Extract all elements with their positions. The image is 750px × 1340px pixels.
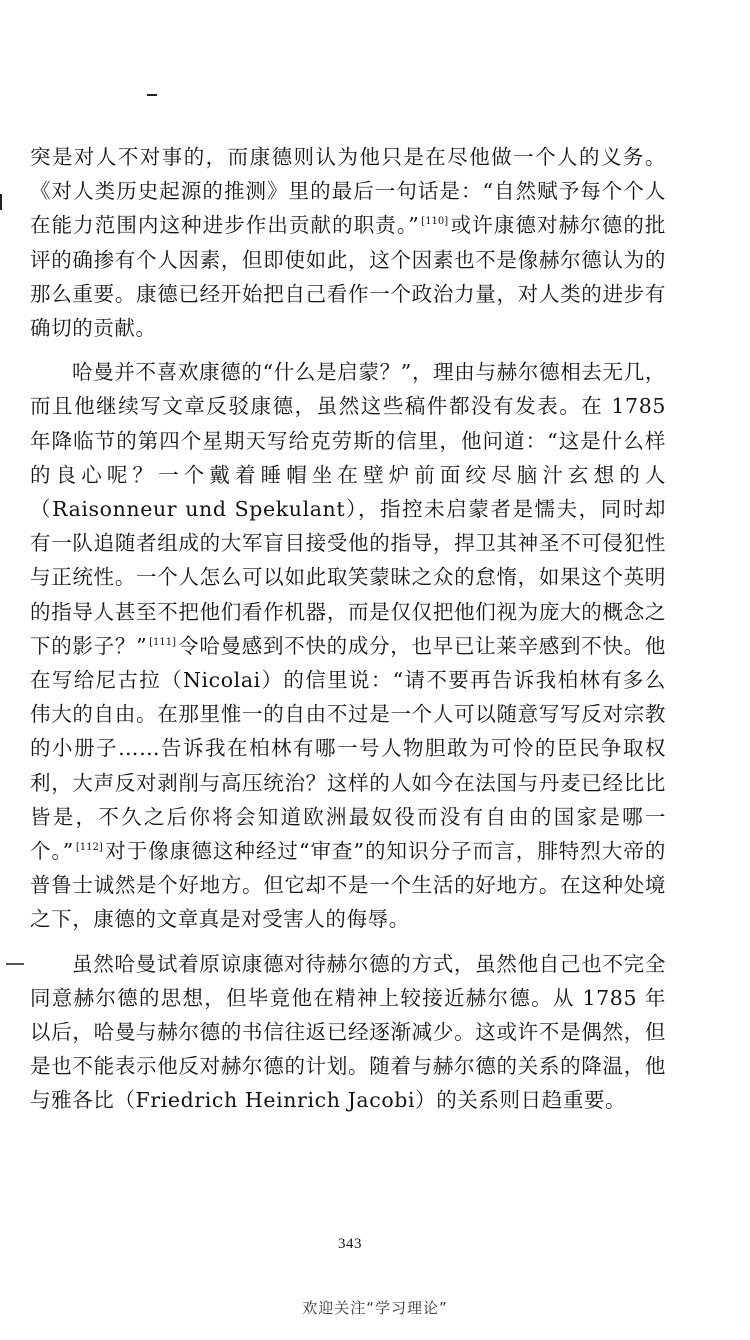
page-number: 343 — [338, 1236, 362, 1252]
paragraph — [30, 140, 666, 345]
text-run: 突是对人不对事的，而康德则认为他只是在尽他做一个人的义务。《对人类历史起源的推测》里的最后一句话是：“自然赋予每个个人在能力范围内这种进步作出贡献的职责。” — [30, 145, 666, 238]
paragraph — [30, 355, 666, 936]
footer-note: 欢迎关注“学习理论” — [302, 1299, 448, 1317]
scan-mark-top — [147, 94, 157, 96]
paragraph — [30, 947, 666, 1118]
text-run: 虽然哈曼试着原谅康德对待赫尔德的方式，虽然他自己也不完全同意赫尔德的思想，但毕竟他在精神上较接近赫尔德。从 1785 年以后，哈曼与赫尔德的书信往返已经逐渐减少。这或许不是偶然，但是也不能表示他反对赫尔德的计划。随着与赫尔德的关系的降温，他与雅各比（Friedrich Heinrich Jacobi）的关系则日趋重要。 — [30, 951, 666, 1113]
text-run: 令哈曼感到不快的成分，也早已让莱辛感到不快。他在写给尼古拉（Nicolai）的信里说：“请不要再告诉我柏林有多么伟大的自由。在那里惟一的自由不过是一个人可以随意写写反对宗教的小册子……告诉我在柏林有哪一号人物胆敢为可怜的臣民争取权利，大声反对剥削与高压统治？这样的人如今在法国与丹麦已经比比皆是，不久之后你将会知道欧洲最奴役而没有自由的国家是哪一个。” — [30, 633, 666, 864]
text-run: 对于像康德这种经过“审查”的知识分子而言，腓特烈大帝的普鲁士诚然是个好地方。但它却不是一个生活的好地方。在这种处境之下，康德的文章真是对受害人的侮辱。 — [30, 839, 666, 932]
footnote-ref: [112] — [75, 842, 103, 854]
scan-mark-left-dash — [6, 963, 24, 965]
scan-mark-left-edge — [0, 194, 2, 210]
text-run: 或许康德对赫尔德的批评的确掺有个人因素，但即使如此，这个因素也不是像赫尔德认为的那么重要。康德已经开始把自己看作一个政治力量，对人类的进步有确切的贡献。 — [30, 213, 666, 341]
footnote-ref: [111] — [149, 636, 177, 648]
body-text — [30, 140, 666, 1118]
text-run: 哈曼并不喜欢康德的“什么是启蒙？”，理由与赫尔德相去无几，而且他继续写文章反驳康德，虽然这些稿件都没有发表。在 1785 年降临节的第四个星期天写给克劳斯的信里，他问道：“这是什么样的良心呢？一个戴着睡帽坐在壁炉前面绞尽脑汁玄想的人（Raisonneur und Spekulant），指控未启蒙者是懦夫，同时却有一队追随者组成的大军盲目接受他的指导，捍卫其神圣不可侵犯性与正统性。一个人怎么可以如此取笑蒙昧之众的怠惰，如果这个英明的指导人甚至不把他们看作机器，而是仅仅把他们视为庞大的概念之下的影子？” — [30, 360, 666, 658]
footnote-ref: [110] — [421, 216, 449, 228]
